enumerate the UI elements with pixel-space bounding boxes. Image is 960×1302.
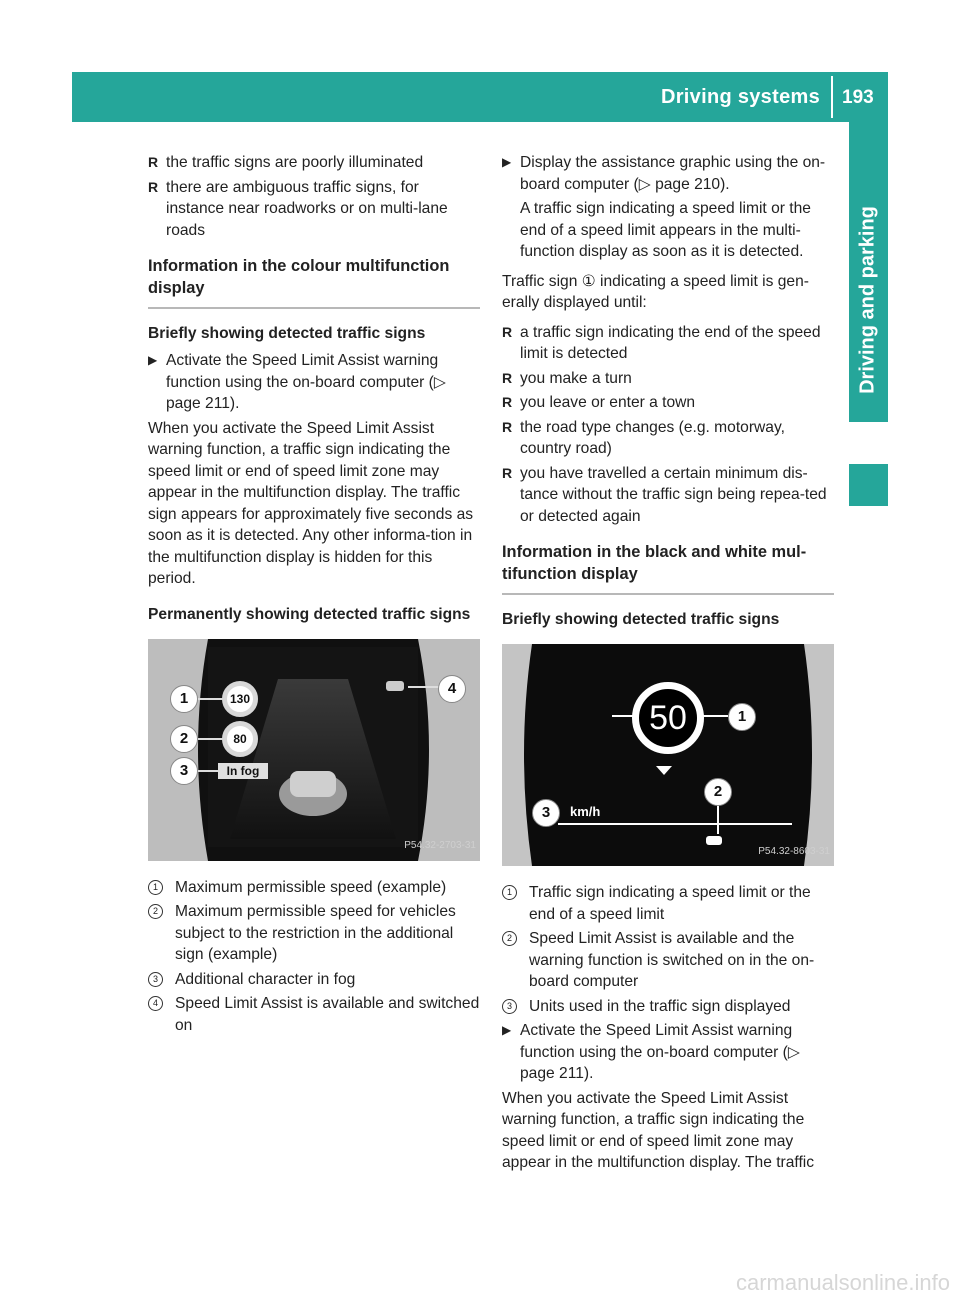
- arrow-right-icon: ▶: [502, 155, 512, 169]
- list-item: R the road type changes (e.g. motorway, country road): [502, 418, 785, 457]
- paragraph: When you activate the Speed Limit Assist warning function, a traffic sign indicating the speed limit or end of speed limit zone may appear in the multifunction display. The traffic: [502, 1089, 815, 1171]
- legend-marker: 3: [148, 972, 163, 987]
- section-heading: Information in the black and white mul-tifunction display: [502, 541, 834, 595]
- callout-2: 2: [170, 725, 198, 753]
- bullet-icon: R: [502, 394, 513, 410]
- legend-item: 2 Maximum permissible speed for vehicles subject to the restriction in the additional sign (example): [148, 901, 480, 966]
- subsection-heading: Briefly showing detected traffic signs: [502, 611, 780, 628]
- section-heading: Information in the colour multifunction display: [148, 255, 480, 309]
- header-divider: [831, 76, 833, 118]
- bullet-icon: R: [148, 178, 159, 195]
- list-item: R you leave or enter a town: [502, 392, 834, 414]
- bullet-icon: R: [148, 154, 159, 170]
- legend-item: 4 Speed Limit Assist is available and switched on: [148, 993, 480, 1036]
- figure-code: P54.32-2703-31: [404, 840, 476, 851]
- page-number: 193: [842, 87, 874, 108]
- fog-label: In fog: [218, 763, 268, 779]
- instrument-cluster-figure: [148, 639, 480, 861]
- legend-marker: 1: [502, 885, 517, 900]
- chapter-tab-label: Driving and parking: [856, 206, 879, 394]
- legend-marker: 2: [502, 931, 517, 946]
- cluster-illustration: [148, 639, 480, 861]
- callout-3: 3: [532, 799, 560, 827]
- bw-display-figure: [502, 644, 834, 866]
- legend-item: 2 Speed Limit Assist is available and the warning function is switched on in the on-board computer: [502, 928, 834, 993]
- instruction-step: ▶ Activate the Speed Limit Assist warning function using the on-board computer (▷ page 211).: [502, 1022, 800, 1082]
- callout-4: 4: [438, 675, 466, 703]
- instruction-step: ▶ Display the assistance graphic using the on-board computer (▷ page 210).: [502, 154, 826, 193]
- legend-marker: 2: [148, 904, 163, 919]
- list-item: R you have travelled a certain minimum dis-tance without the traffic sign being repea-ted or detected again: [502, 464, 827, 525]
- subsection-heading: Permanently showing detected traffic signs: [148, 605, 471, 623]
- legend-marker: 1: [148, 880, 163, 895]
- list-item: R a traffic sign indicating the end of the speed limit is detected: [502, 323, 821, 362]
- subsection-heading: Briefly showing detected traffic signs: [148, 325, 426, 342]
- legend-item: 3 Units used in the traffic sign displayed: [502, 996, 834, 1018]
- callout-3: 3: [170, 757, 198, 785]
- left-column: [148, 152, 480, 1039]
- list-item: R the traffic signs are poorly illuminated: [148, 152, 480, 174]
- paragraph: Traffic sign ① indicating a speed limit is gen-erally displayed until:: [502, 272, 809, 311]
- header-title: Driving systems: [660, 86, 820, 108]
- legend-marker: 4: [148, 996, 163, 1011]
- bullet-icon: R: [502, 369, 513, 386]
- bullet-icon: R: [502, 418, 513, 435]
- arrow-right-icon: ▶: [148, 353, 158, 367]
- callout-1: 1: [728, 703, 756, 731]
- speed-sign-secondary: 80: [222, 721, 258, 757]
- watermark: carmanualsonline.info: [735, 1270, 950, 1295]
- list-item: R there are ambiguous traffic signs, for instance near roadworks or on multi-lane roads: [148, 178, 448, 239]
- figure-code: P54.32-8603-31: [758, 845, 830, 857]
- legend-item: 1 Traffic sign indicating a speed limit or the end of a speed limit: [502, 882, 834, 925]
- speed-sign: 50: [632, 682, 704, 754]
- instruction-step: ▶ Activate the Speed Limit Assist warning function using the on-board computer (▷ page 211).: [148, 352, 446, 412]
- callout-1: 1: [170, 685, 198, 713]
- legend-item: 1 Maximum permissible speed (example): [148, 877, 480, 899]
- speed-sign-primary: 130: [222, 681, 258, 717]
- bullet-icon: R: [502, 323, 513, 340]
- arrow-right-icon: ▶: [502, 1023, 512, 1037]
- chapter-tab-marker: [849, 464, 888, 506]
- bw-display-illustration: [502, 644, 834, 866]
- right-column: [502, 152, 834, 1182]
- unit-label: km/h: [570, 804, 601, 819]
- list-item: R you make a turn: [502, 368, 834, 390]
- legend-marker: 3: [502, 999, 517, 1014]
- bullet-icon: R: [502, 464, 513, 481]
- legend-item: 3 Additional character in fog: [148, 969, 480, 991]
- paragraph: A traffic sign indicating a speed limit or the end of a speed limit appears in the multi-function display as soon as it is detected.: [520, 200, 811, 260]
- callout-2: 2: [704, 778, 732, 806]
- paragraph: When you activate the Speed Limit Assist warning function, a traffic sign indicating the speed limit or end of speed limit zone may appear in the multifunction display. The traffic sign appears for approximately five seconds as soon as it is detected. Any other informa-tion in the multifunction display is hidden for this period.: [148, 419, 474, 587]
